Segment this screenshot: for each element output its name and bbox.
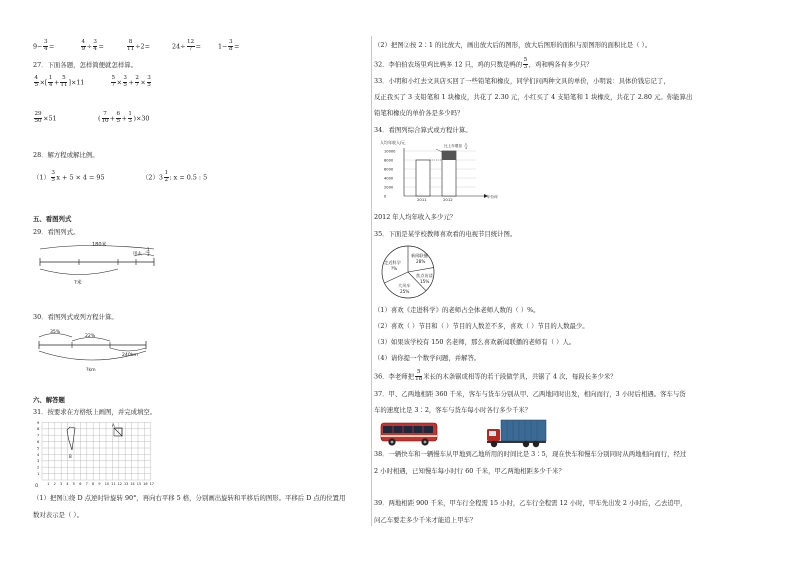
segment-29-used-num: 1 bbox=[147, 247, 150, 252]
calc-item-2: $\frac{4}{9}$ ÷ $\frac{3}{4}$ = bbox=[81, 39, 104, 52]
grid-31-y-tick: 3 bbox=[37, 459, 40, 464]
grid-31-x-ticks bbox=[47, 482, 154, 486]
segment-29-used-label: 用去 bbox=[133, 252, 142, 257]
grid-31-x-tick: 10 bbox=[104, 482, 110, 486]
question-32: 32．李伯伯农场里鸡比鸭多 12 只，鸡的只数是鸭的 $\frac{5}{3}$ ，鸡和鸭各有多少只？ bbox=[374, 57, 593, 70]
pie-35-slice1-label: 走近科学 bbox=[384, 260, 401, 265]
chart-34-bar-2011 bbox=[416, 160, 430, 196]
pie-35-slice4-label: 大风车 bbox=[398, 283, 411, 288]
pie-35-slice2-pct: 28% bbox=[416, 259, 426, 264]
calc-27a: $\frac{4}{5}$ ×[ $\frac{1}{4}$ + $\frac{5}{11}$ ]×11 bbox=[34, 75, 85, 88]
left-column bbox=[30, 0, 370, 562]
question-38-line1: 38．一辆快车和一辆慢车从甲地到乙地所用的时间比是 3∶5，现在快车和慢车分别同时从两地相向而行，经过 bbox=[374, 450, 687, 458]
question-33-line2: 反正我买了 3 支铅笔和 1 块橡皮，共花了 2.30 元，小红买了 4 支铅笔和 1 块橡皮，共花了 2.80 元。你能算出 bbox=[374, 93, 693, 101]
question-30: 30．看图列式或列方程计算。 bbox=[33, 313, 118, 321]
grid-31-y-tick: 6 bbox=[37, 440, 40, 444]
question-38-line2: 2 小时相遇，已知慢车每小时行 60 千米，甲乙两地相距多少千米？ bbox=[374, 467, 565, 475]
question-37-line2: 车的速度比是 3∶2，客车与货车每小时各行多少千米？ bbox=[374, 406, 532, 414]
question-28: 28．解方程或解比例。 bbox=[33, 151, 99, 159]
grid-31-x-tick: 13 bbox=[124, 482, 129, 486]
grid-31-x-tick: 17 bbox=[149, 482, 154, 486]
calc-27b: $\frac{5}{7}$ × $\frac{3}{5}$ + $\frac{2}{7}$ × $\frac{3}{5}$ bbox=[111, 75, 151, 88]
chart-34-y-ticks bbox=[384, 149, 396, 198]
grid-31-y-tick: 8 bbox=[37, 427, 40, 432]
grid-31-x-tick: 6 bbox=[79, 482, 82, 486]
chart-34-note-den: 4 bbox=[465, 146, 467, 150]
chart-34-note-num: 1 bbox=[465, 142, 467, 146]
grid-31-x-tick: 7 bbox=[85, 482, 88, 486]
question-35-2: （2）喜欢（ ）节目和（ ）节目的人数差不多，喜欢（ ）节目的人数最少。 bbox=[374, 322, 589, 330]
segment-30-p1-label: 35% bbox=[50, 330, 61, 335]
question-31-sub2: （2）把图②按 2∶1 的比放大，画出放大后的图形，放大后图形的面积与原图形的面积比是（ ）。 bbox=[374, 41, 652, 49]
question-39-line2: 问乙车要走多少千米才能追上甲车？ bbox=[374, 516, 477, 524]
grid-paper-31 bbox=[34, 420, 174, 488]
question-37-line1: 37．甲、乙两地相距 360 千米，客车与货车分别从甲、乙两地同时出发，相向而行，3 小时后相遇。客车与货 bbox=[374, 390, 686, 398]
calc-item-1: 9− $\frac{3}{4}$ = bbox=[33, 39, 55, 52]
question-35: 35．下面是某学校教师喜欢看的电视节目统计图。 bbox=[374, 230, 517, 238]
grid-31-y-tick: 1 bbox=[37, 472, 40, 476]
bus-illustration bbox=[380, 420, 440, 448]
calc-27c: $\frac{29}{50}$ ×51 bbox=[34, 111, 57, 124]
chart-34-y-tick: 6000 bbox=[384, 167, 394, 172]
grid-31-lines bbox=[42, 422, 151, 480]
chart-34-x-tick-2012: 2012 bbox=[443, 197, 453, 202]
grid-31-x-tick: 14 bbox=[130, 482, 135, 486]
calc-item-5: 1− $\frac{3}{8}$ = bbox=[218, 39, 240, 52]
pie-chart-35 bbox=[378, 242, 448, 302]
grid-31-shape-triangle bbox=[114, 428, 122, 436]
grid-31-x-tick: 12 bbox=[117, 482, 122, 486]
chart-34-ylabel: 人均年收入/元 bbox=[380, 140, 406, 145]
segment-30-p2-label: 22% bbox=[85, 334, 96, 339]
chart-34-bar-2012-increase bbox=[442, 151, 456, 160]
grid-31-x-tick: 5 bbox=[72, 482, 75, 486]
question-39-line1: 39．两地相距 900 千米，甲车行全程需 15 小时，乙车行全程需 12 小时，甲车先出发 2 小时后，乙去追甲， bbox=[374, 499, 687, 507]
chart-34-y-tick: 4000 bbox=[384, 176, 394, 181]
section-6-heading: 六、解答题 bbox=[33, 396, 65, 404]
grid-31-x-tick: 4 bbox=[66, 482, 69, 486]
right-column bbox=[374, 0, 766, 562]
grid-31-x-tick: 8 bbox=[92, 482, 95, 486]
question-29: 29．看图列式。 bbox=[33, 228, 80, 236]
segment-diagram-30 bbox=[34, 327, 154, 377]
bar-chart-34 bbox=[376, 138, 506, 204]
question-34-ask: 2012 年人均年收入多少元？ bbox=[374, 213, 457, 221]
truck-illustration bbox=[486, 418, 548, 448]
calc-27d: ( $\frac{7}{10}$ + $\frac{6}{5}$ + $\frac{1}{3}$ )×30 bbox=[98, 111, 150, 124]
grid-31-x-tick: 1 bbox=[47, 482, 50, 486]
question-31-sub1-line2: 数对表示是（ ）。 bbox=[33, 511, 83, 519]
grid-31-label-b: B bbox=[69, 454, 72, 459]
chart-34-y-tick: 2000 bbox=[384, 185, 394, 190]
chart-34-x-tick-2011: 2011 bbox=[417, 197, 427, 202]
question-31: 31．按要求在方格纸上画图，并完成填空。 bbox=[33, 408, 157, 416]
question-31-sub1-line1: （1）把图①绕 D 点逆时针旋转 90°，再向右平移 5 格，分别画出旋转和平移后的图形。平移后 D 点的位置用 bbox=[33, 494, 346, 502]
pie-35-slice4-pct: 25% bbox=[400, 289, 410, 294]
chart-34-xlabel: 年份/年 bbox=[487, 195, 499, 199]
pie-35-slice2-label: 新闻联播 bbox=[411, 253, 428, 258]
grid-31-y-tick: 9 bbox=[37, 420, 40, 425]
calc-item-3: $\frac{8}{11}$ ÷2= bbox=[127, 39, 150, 52]
segment-29-top-label: 180米 bbox=[92, 242, 107, 248]
segment-diagram-29 bbox=[34, 240, 164, 290]
chart-34-gridlines bbox=[404, 151, 476, 187]
grid-31-x-tick: 2 bbox=[53, 482, 56, 486]
grid-31-label-o: O bbox=[35, 483, 39, 488]
pie-35-slice3-label: 焦点访谈 bbox=[416, 273, 433, 278]
question-27: 27．下面各题，怎样简便就怎样算。 bbox=[33, 61, 137, 69]
equation-28b: （2）3 $\frac{1}{2}$ : x = 0.5 : 5 bbox=[142, 170, 208, 183]
grid-31-x-tick: 15 bbox=[136, 482, 142, 486]
section-5-heading: 五、看图列式 bbox=[33, 215, 72, 223]
segment-30-remain-label: 240km bbox=[122, 353, 138, 358]
question-35-4: （4）请你提一个数学问题，并解答。 bbox=[374, 354, 481, 362]
grid-31-x-tick: 3 bbox=[60, 482, 63, 486]
chart-34-y-tick: 0 bbox=[384, 194, 387, 199]
grid-31-x-tick: 16 bbox=[143, 482, 148, 486]
segment-29-used-den: 3 bbox=[147, 252, 150, 257]
pie-35-slice1-pct: ?% bbox=[391, 266, 398, 271]
question-34: 34．看图列综合算式或方程计算。 bbox=[374, 126, 472, 134]
grid-31-x-tick: 9 bbox=[98, 482, 101, 486]
chart-34-y-tick: 10000 bbox=[384, 149, 396, 154]
question-33-line1: 33．小明和小红去文具店买回了一些铅笔和橡皮，同学们问两种文具的单价，小明说：具体价钱忘记了， bbox=[374, 77, 670, 85]
grid-31-y-ticks bbox=[37, 421, 40, 476]
grid-31-x-tick: 11 bbox=[111, 482, 116, 486]
calc-item-4: 24÷ $\frac{12}{7}$ = bbox=[172, 39, 201, 52]
question-35-1: （1）喜欢《走进科学》的老师占全体老师人数的（ ）%。 bbox=[374, 306, 540, 314]
grid-31-y-tick: 5 bbox=[37, 446, 40, 451]
grid-31-label-a: A bbox=[112, 423, 115, 428]
question-35-3: （3）如果该学校有 150 名老师，那么喜欢新闻联播的老师有（ ）人。 bbox=[374, 338, 576, 346]
question-36: 36．李老师把 $\frac{5}{18}$ 米长的木条锯成相等的若干段做学具，共锯了 4 次，每段长多少米？ bbox=[374, 369, 617, 382]
pie-35-slice3-pct: 15% bbox=[420, 279, 430, 284]
column-divider bbox=[371, 36, 372, 526]
question-33-line3: 铅笔和橡皮的单价各是多少吗？ bbox=[374, 109, 464, 117]
grid-31-y-tick: 2 bbox=[37, 465, 40, 470]
grid-31-y-tick: 7 bbox=[37, 433, 40, 438]
equation-28a: （1） $\frac{3}{5}$ x + 5 × 4 = 95 bbox=[33, 170, 105, 183]
chart-34-note: 比上年增加 bbox=[444, 144, 462, 148]
chart-34-y-tick: 8000 bbox=[384, 158, 394, 163]
segment-29-bottom-label: ?米 bbox=[74, 280, 82, 286]
segment-30-total-label: ?km bbox=[86, 368, 96, 373]
grid-31-y-tick: 4 bbox=[37, 452, 40, 457]
